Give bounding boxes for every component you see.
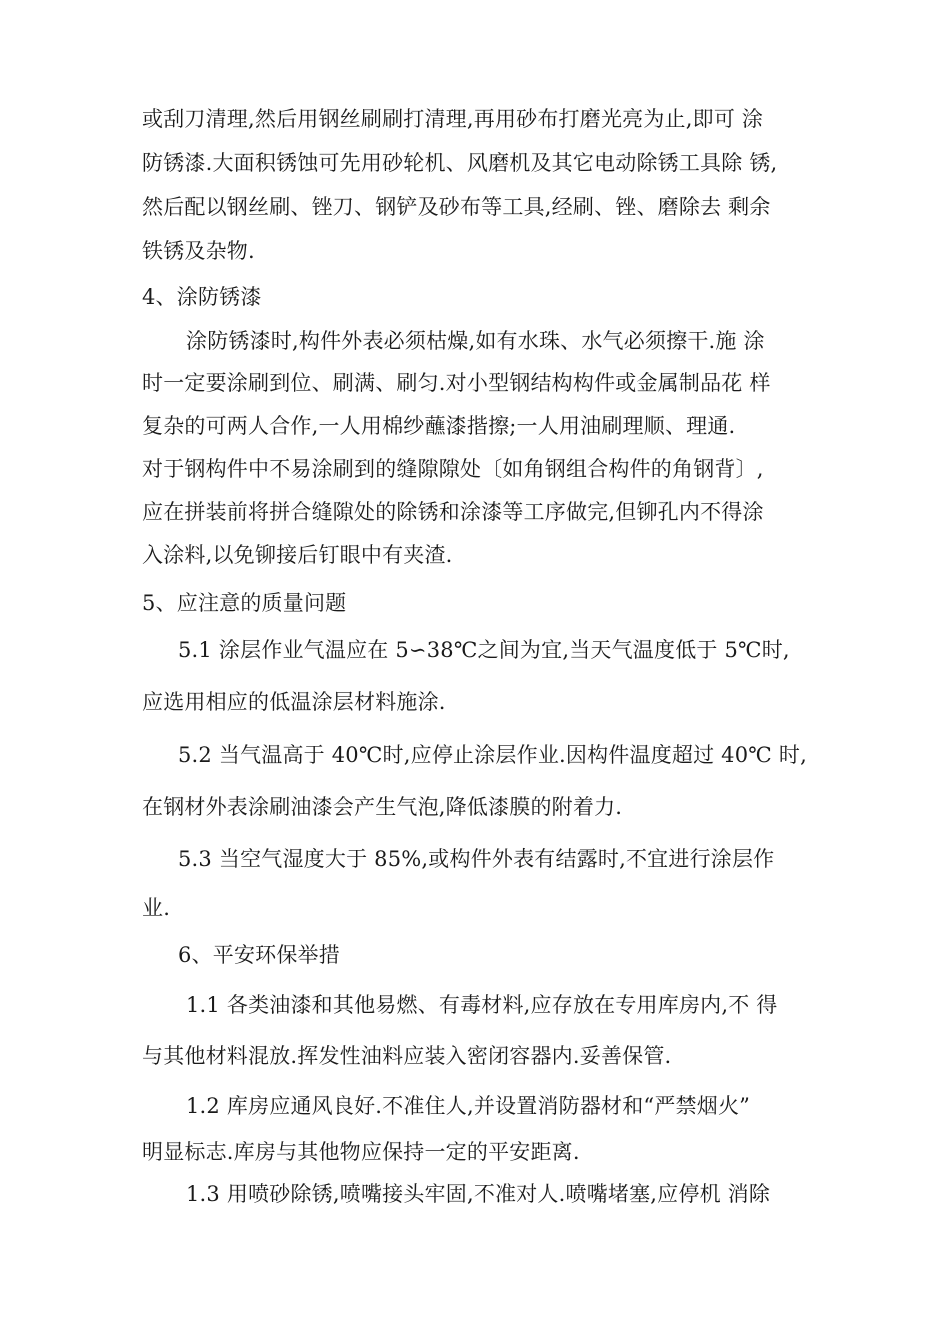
body-line: 业. [142, 896, 171, 920]
body-line: 对于钢构件中不易涂刷到的缝隙隙处〔如角钢组合构件的角钢背〕, [142, 457, 764, 481]
body-line: 5.3 当空气湿度大于 85%,或构件外表有结露时,不宜进行涂层作 [178, 847, 775, 871]
body-line: 与其他材料混放.挥发性油料应装入密闭容器内.妥善保管. [142, 1044, 672, 1068]
body-line: 涂防锈漆时,构件外表必须枯燥,如有水珠、水气必须擦干.施 涂 [186, 329, 765, 353]
body-line: 铁锈及杂物. [142, 239, 255, 263]
body-line: 时一定要涂刷到位、刷满、刷匀.对小型钢结构构件或金属制品花 样 [142, 371, 771, 395]
body-line: 1.1 各类油漆和其他易燃、有毒材料,应存放在专用库房内,不 得 [186, 993, 778, 1017]
body-line: 然后配以钢丝刷、锉刀、钢铲及砂布等工具,经刷、锉、磨除去 剩余 [142, 195, 771, 219]
body-line: 在钢材外表涂刷油漆会产生气泡,降低漆膜的附着力. [142, 795, 623, 819]
body-line: 1.2 库房应通风良好.不准住人,并设置消防器材和“严禁烟火” [186, 1094, 751, 1118]
body-line: 1.3 用喷砂除锈,喷嘴接头牢固,不准对人.喷嘴堵塞,应停机 消除 [186, 1182, 771, 1206]
section-heading: 6、平安环保举措 [178, 943, 340, 967]
body-line: 或刮刀清理,然后用钢丝刷刷打清理,再用砂布打磨光亮为止,即可 涂 [142, 107, 764, 131]
body-line: 应选用相应的低温涂层材料施涂. [142, 690, 446, 714]
body-line: 应在拼装前将拼合缝隙处的除锈和涂漆等工序做完,但铆孔内不得涂 [142, 500, 764, 524]
body-line: 入涂料,以免铆接后钉眼中有夹渣. [142, 543, 453, 567]
body-line: 明显标志.库房与其他物应保持一定的平安距离. [142, 1140, 580, 1164]
body-line: 5.2 当气温高于 40℃时,应停止涂层作业.因构件温度超过 40℃ 时, [178, 743, 807, 767]
body-line: 5.1 涂层作业气温应在 5∽38℃之间为宜,当天气温度低于 5℃时, [178, 638, 790, 662]
body-line: 防锈漆.大面积锈蚀可先用砂轮机、风磨机及其它电动除锈工具除 锈, [142, 151, 778, 175]
body-line: 复杂的可两人合作,一人用棉纱蘸漆揩擦;一人用油刷理顺、理通. [142, 414, 736, 438]
section-heading: 4、涂防锈漆 [142, 285, 262, 309]
section-heading: 5、应注意的质量问题 [142, 591, 347, 615]
